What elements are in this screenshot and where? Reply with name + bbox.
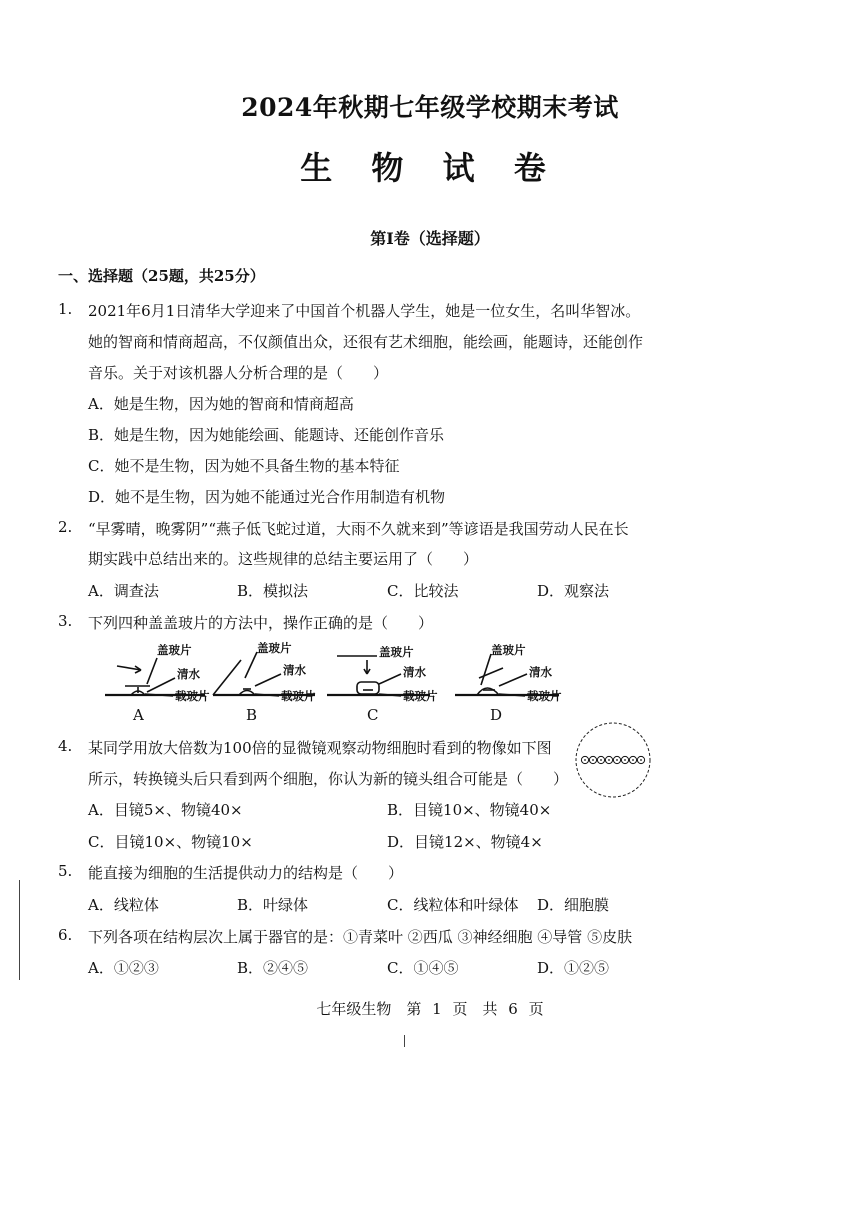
question-text-line: 某同学用放大倍数为100倍的显微镜观察动物细胞时看到的物像如下图 xyxy=(88,739,552,757)
label-cover-slip: 盖玻片 xyxy=(257,641,292,655)
cell-nucleus xyxy=(632,759,634,761)
option-d: D．目镜12×、物镜4× xyxy=(387,833,543,851)
question-text-line: 音乐。关于对该机器人分析合理的是（ ） xyxy=(88,364,389,382)
option-a: A．线粒体 xyxy=(88,896,159,914)
cell-row xyxy=(581,756,644,763)
option-b: B．她是生物，因为她能绘画、能题诗、还能创作音乐 xyxy=(88,426,445,444)
question-number: 4. xyxy=(58,737,73,755)
question-text-line: 下列四种盖盖玻片的方法中，操作正确的是（ ） xyxy=(88,614,434,632)
option-a: A．目镜5×、物镜40× xyxy=(88,801,243,819)
scan-speck xyxy=(404,1035,405,1047)
option-a: A．调查法 xyxy=(88,582,159,600)
question-text-line: “早雾晴，晚雾阴”“燕子低飞蛇过道，大雨不久就来到”等谚语是我国劳动人民在长 xyxy=(88,520,629,538)
question-text-line: 她的智商和情商超高，不仅颜值出众，还很有艺术细胞，能绘画，能题诗，还能创作 xyxy=(88,333,644,351)
label-slide: 载玻片 xyxy=(403,689,438,703)
microscope-field-of-view xyxy=(573,720,653,800)
option-d: D．观察法 xyxy=(537,582,610,600)
cell-nucleus xyxy=(592,759,594,761)
panel-label-b: B xyxy=(246,706,258,724)
label-cover-slip: 盖玻片 xyxy=(379,645,414,659)
page-footer: 七年级生物 第 1 页 共 6 页 xyxy=(316,1000,544,1018)
label-cover-slip: 盖玻片 xyxy=(157,643,192,657)
option-a: A．她是生物，因为她的智商和情商超高 xyxy=(88,395,354,413)
scan-margin-line xyxy=(19,880,20,980)
panel-label-d: D xyxy=(490,706,503,724)
coverslip-methods-figure xyxy=(95,640,585,722)
exam-title: 2024年秋期七年级学校期末考试 xyxy=(241,93,619,122)
option-c: C．线粒体和叶绿体 xyxy=(387,896,519,914)
cell-nucleus xyxy=(616,759,618,761)
part-title: 第Ⅰ卷（选择题） xyxy=(370,229,490,248)
question-number: 3. xyxy=(58,612,73,630)
label-slide: 载玻片 xyxy=(281,689,316,703)
option-a: A．①②③ xyxy=(88,959,159,977)
option-d: D．她不是生物，因为她不能通过光合作用制造有机物 xyxy=(88,488,446,506)
cell-nucleus xyxy=(584,759,586,761)
label-water: 清水 xyxy=(403,665,426,679)
option-c: C．她不是生物，因为她不具备生物的基本特征 xyxy=(88,457,400,475)
label-water: 清水 xyxy=(529,665,552,679)
option-b: B．目镜10×、物镜40× xyxy=(387,801,552,819)
label-water: 清水 xyxy=(177,667,200,681)
option-c: C．比较法 xyxy=(387,582,459,600)
question-text-line: 期实践中总结出来的。这些规律的总结主要运用了（ ） xyxy=(88,550,479,568)
option-b: B．②④⑤ xyxy=(237,959,309,977)
question-number: 5. xyxy=(58,862,73,880)
question-text-line: 能直接为细胞的生活提供动力的结构是（ ） xyxy=(88,864,404,882)
question-number: 1. xyxy=(58,300,73,318)
label-slide: 载玻片 xyxy=(527,689,562,703)
panel-label-a: A xyxy=(133,706,144,724)
option-d: D．①②⑤ xyxy=(537,959,610,977)
cell-nucleus xyxy=(608,759,610,761)
option-b: B．模拟法 xyxy=(237,582,309,600)
panel-label-c: C xyxy=(367,706,379,724)
option-d: D．细胞膜 xyxy=(537,896,610,914)
option-b: B．叶绿体 xyxy=(237,896,309,914)
label-cover-slip: 盖玻片 xyxy=(491,643,526,657)
cell-nucleus xyxy=(624,759,626,761)
question-number: 2. xyxy=(58,518,73,536)
option-c: C．目镜10×、物镜10× xyxy=(88,833,253,851)
cell-nucleus xyxy=(640,759,642,761)
question-text-line: 所示，转换镜头后只看到两个细胞，你认为新的镜头组合可能是（ ） xyxy=(88,770,569,788)
cell-nucleus xyxy=(600,759,602,761)
label-water: 清水 xyxy=(283,663,306,677)
option-c: C．①④⑤ xyxy=(387,959,459,977)
label-slide: 载玻片 xyxy=(175,689,210,703)
subject-title: 生 物 试 卷 xyxy=(300,149,560,187)
section-heading: 一、选择题（25题，共25分） xyxy=(58,267,265,285)
question-text-line: 2021年6月1日清华大学迎来了中国首个机器人学生，她是一位女生，名叫华智冰。 xyxy=(88,302,641,320)
question-number: 6. xyxy=(58,926,73,944)
question-text-line: 下列各项在结构层次上属于器官的是：①青菜叶 ②西瓜 ③神经细胞 ④导管 ⑤皮肤 xyxy=(88,928,633,946)
